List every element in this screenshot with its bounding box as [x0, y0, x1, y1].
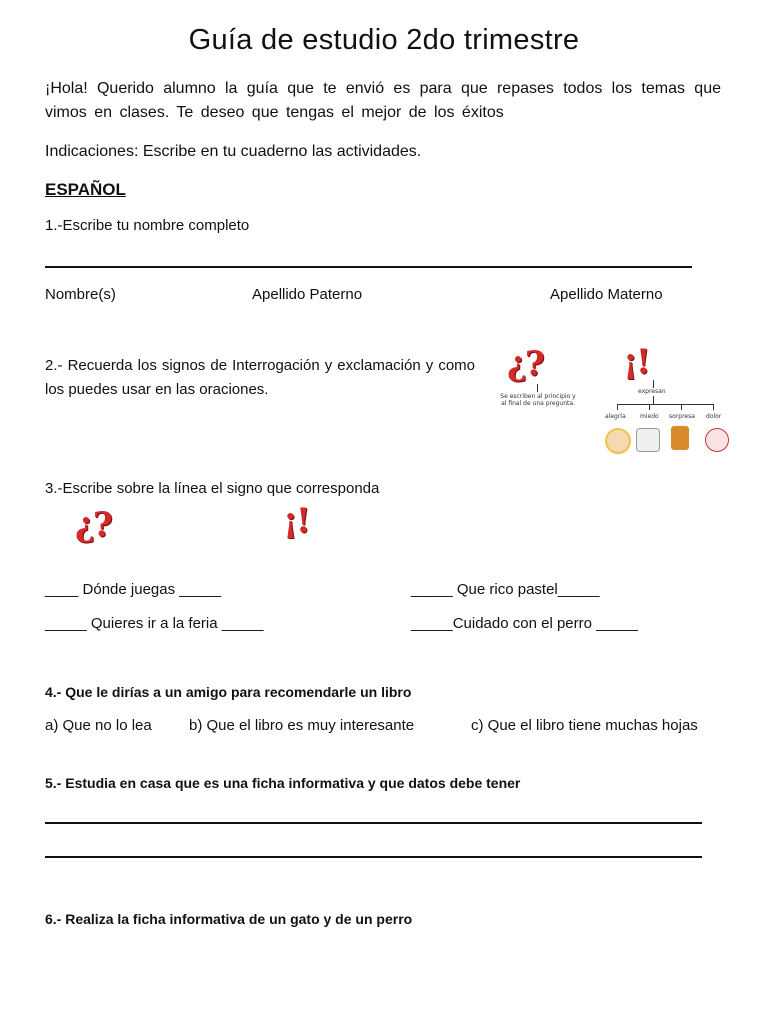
section-heading: ESPAÑOL	[45, 180, 126, 199]
scared-face-icon	[636, 428, 660, 452]
label-apellido-materno: Apellido Materno	[550, 286, 663, 303]
question-1: 1.-Escribe tu nombre completo	[45, 217, 250, 234]
connector-line	[653, 396, 654, 404]
connector-line	[537, 384, 538, 392]
emotion-alegria: alegría	[605, 413, 626, 420]
surprise-icon	[671, 426, 689, 450]
happy-face-icon	[605, 428, 631, 454]
diagram-note: Se escriben al principio y al final de una pregunta.	[500, 393, 576, 407]
option-a: a) Que no lo lea	[45, 717, 152, 734]
answer-line	[45, 266, 692, 268]
punctuation-diagram	[495, 340, 745, 460]
question-3: 3.-Escribe sobre la línea el signo que corresponda	[45, 480, 380, 497]
diagram-expresan: expresan	[638, 388, 666, 395]
emotion-miedo: miedo	[640, 413, 659, 420]
page-title: Guía de estudio 2do trimestre	[188, 24, 580, 56]
intro-paragraph: ¡Hola! Querido alumno la guía que te envió es para que repases todos los temas que vimos en clases. Te deseo que tengas el mejor de los éxitos	[45, 80, 721, 121]
exclamation-marks-icon: ¡!	[283, 501, 309, 541]
emotion-dolor: dolor	[706, 413, 722, 420]
instructions: Indicaciones: Escribe en tu cuaderno las actividades.	[45, 143, 422, 160]
connector-line	[653, 380, 654, 388]
emotion-sorpresa: sorpresa	[669, 413, 695, 420]
fill-item-4: _____Cuidado con el perro _____	[411, 615, 638, 632]
fill-item-2: _____ Que rico pastel_____	[411, 581, 600, 598]
question-4: 4.- Que le dirías a un amigo para recomendarle un libro	[45, 684, 412, 700]
connector-line	[681, 404, 682, 410]
fill-item-1: ____ Dónde juegas _____	[45, 581, 221, 598]
option-c: c) Que el libro tiene muchas hojas	[471, 717, 698, 734]
connector-line	[617, 404, 618, 410]
exclamation-marks-icon: ¡!	[623, 342, 649, 382]
answer-line	[45, 856, 702, 858]
question-2: 2.- Recuerda los signos de Interrogación y exclamación y como los puedes usar en las oraciones.	[45, 357, 475, 398]
fill-item-3: _____ Quieres ir a la feria _____	[45, 615, 264, 632]
question-5: 5.- Estudia en casa que es una ficha informativa y que datos debe tener	[45, 775, 521, 791]
question-marks-icon: ¿?	[75, 505, 111, 545]
option-b: b) Que el libro es muy interesante	[189, 717, 415, 734]
question-marks-icon: ¿?	[507, 344, 543, 384]
connector-line	[649, 404, 650, 410]
connector-line	[617, 404, 713, 405]
connector-line	[713, 404, 714, 410]
answer-line	[45, 822, 702, 824]
label-apellido-paterno: Apellido Paterno	[252, 286, 363, 303]
label-nombres: Nombre(s)	[45, 286, 116, 303]
pain-face-icon	[705, 428, 729, 452]
question-6: 6.- Realiza la ficha informativa de un gato y de un perro	[45, 911, 413, 927]
